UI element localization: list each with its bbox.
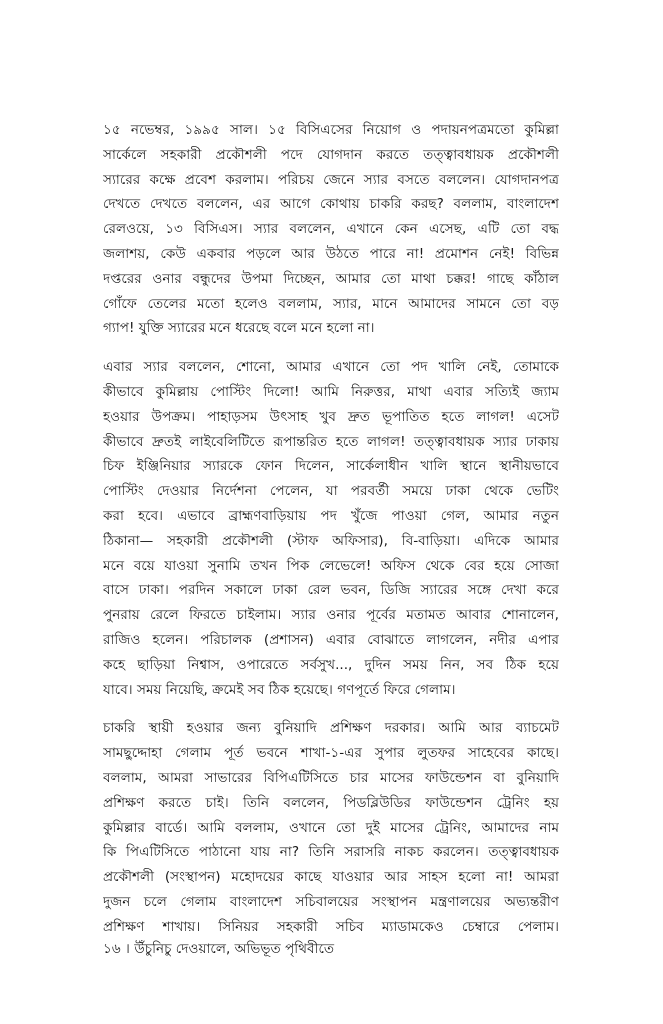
paragraph-line: এবার স্যার বললেন, শোনো, আমার এখানে তো পদ খালি নেই, তোমাকে (103, 359, 559, 376)
paragraph-line: পুনরায় রেলে ফিরতে চাইলাম। স্যার ওনার পূর্বের মতামত আবার শোনালেন, (103, 607, 559, 624)
paragraph-line: কীভাবে কুমিল্লায় পোস্টিং দিলো! আমি নিরুত্তর, মাথা এবার সত্যিই জ্যাম (103, 383, 559, 400)
paragraph-line: স্যারের কক্ষে প্রবেশ করলাম। পরিচয় জেনে স্যার বসতে বললেন। যোগদানপত্র (103, 171, 559, 188)
page-number: ১৬ (103, 941, 121, 957)
paragraph-2 (103, 355, 559, 702)
paragraph-line: গ্যাপ! যুক্তি স্যারের মনে ধরেছে বলে মনে হলো না। (103, 320, 375, 337)
paragraph-line: চাকরি স্থায়ী হওয়ার জন্য বুনিয়াদি প্রশিক্ষণ দরকার। আমি আর ব্যাচমেট (103, 720, 559, 737)
page-footer (103, 939, 559, 959)
paragraph-line: জলাশয়, কেউ একবার পড়লে আর উঠতে পারে না! প্রমোশন নেই! বিভিন্ন (103, 245, 559, 262)
paragraph-line: যাবে। সময় নিয়েছি, ক্রমেই সব ঠিক হয়েছে। গণপূর্তে ফিরে গেলাম। (103, 681, 456, 698)
paragraph-3 (103, 716, 559, 939)
paragraph-line: গোঁফে তেলের মতো হলেও বললাম, স্যার, মানে আমাদের সামনে তো বড় (103, 295, 559, 312)
paragraph-line: প্রকৌশলী (সংস্থাপন) মহোদয়ের কাছে যাওয়ার আর সাহস হলো না! আমরা (103, 869, 559, 886)
paragraph-line: চিফ ইঞ্জিনিয়ার স্যারকে ফোন দিলেন, সার্কেলাধীন খালি স্থানে স্থানীয়ভাবে (103, 458, 559, 475)
paragraph-line: দেখতে দেখতে বললেন, এর আগে কোথায় চাকরি করছ? বললাম, বাংলাদেশ (103, 196, 559, 213)
paragraph-line: সামছুদ্দোহা গেলাম পূর্ত ভবনে শাখা-১-এর সুপার লুতফর সাহেবের কাছে। (103, 745, 559, 762)
paragraph-line: বললাম, আমরা সাভারের বিপিএটিসিতে চার মাসের ফাউন্ডেশন বা বুনিয়াদি (103, 769, 559, 786)
page-body (103, 118, 559, 954)
paragraph-line: দুজন চলে গেলাম বাংলাদেশ সচিবালয়ের সংস্থাপন মন্ত্রণালয়ের অভ্যন্তরীণ (103, 893, 559, 910)
paragraph-line: সার্কেলে সহকারী প্রকৌশলী পদে যোগদান করতে তত্ত্বাবধায়ক প্রকৌশলী (103, 146, 559, 163)
paragraph-line: মনে বয়ে যাওয়া সুনামি তখন পিক লেভেলে! অফিস থেকে বের হয়ে সোজা (103, 557, 559, 574)
paragraph-line: ঠিকানা— সহকারী প্রকৌশলী (স্টাফ অফিসার), বি-বাড়িয়া। এদিকে আমার (103, 532, 559, 549)
paragraph-line: করা হবে। এভাবে ব্রাহ্মণবাড়িয়ায় পদ খুঁজে পাওয়া গেল, আমার নতুন (103, 507, 559, 524)
paragraph-line: হওয়ার উপক্রম। পাহাড়সম উৎসাহ খুব দ্রুত ভূপাতিত হতে লাগল! এসেট (103, 408, 559, 425)
paragraph-line: রাজিও হলেন। পরিচালক (প্রশাসন) এবার বোঝাতে লাগলেন, নদীর এপার (103, 631, 559, 648)
paragraph-line: বাসে ঢাকা। পরদিন সকালে ঢাকা রেল ভবন, ডিজি স্যারের সঙ্গে দেখা করে (103, 582, 559, 599)
paragraph-line: কি পিএটিসিতে পাঠানো যায় না? তিনি সরাসরি নাকচ করলেন। তত্ত্বাবধায়ক (103, 844, 559, 861)
paragraph-1 (103, 118, 559, 341)
paragraph-line: কুমিল্লার বার্ডে। আমি বললাম, ওখানে তো দুই মাসের ট্রেনিং, আমাদের নাম (103, 819, 559, 836)
footer-separator: । (125, 941, 130, 957)
paragraph-line: কহে ছাড়িয়া নিশ্বাস, ওপারেতে সর্বসুখ..., দুদিন সময় নিন, সব ঠিক হয়ে (103, 656, 559, 673)
paragraph-line: ১৫ নভেম্বর, ১৯৯৫ সাল। ১৫ বিসিএসের নিয়োগ ও পদায়নপত্রমতো কুমিল্লা (103, 122, 559, 138)
paragraph-line: দপ্তরের ওনার বন্ধুদের উপমা দিচ্ছেন, আমার তো মাথা চক্কর! গাছে কাঁঠাল (103, 270, 559, 287)
book-title: উঁচুনিচু দেওয়ালে, অভিভূত পৃথিবীতে (134, 941, 335, 957)
paragraph-line: কীভাবে দ্রুতই লাইবেলিটিতে রূপান্তরিত হতে লাগল! তত্ত্বাবধায়ক স্যার ঢাকায় (103, 433, 559, 450)
paragraph-line: প্রশিক্ষণ করতে চাই। তিনি বললেন, পিডব্লিউডির ফাউন্ডেশন ট্রেনিং হয় (103, 794, 559, 811)
paragraph-line: প্রশিক্ষণ শাখায়। সিনিয়র সহকারী সচিব ম্যাডামকেও চেম্বারে পেলাম। (103, 918, 559, 935)
paragraph-line: রেলওয়ে, ১৩ বিসিএস। স্যার বললেন, এখানে কেন এসেছ, এটি তো বদ্ধ (103, 221, 559, 238)
paragraph-line: পোস্টিং দেওয়ার নির্দেশনা পেলেন, যা পরবর্তী সময়ে ঢাকা থেকে ভেটিং (103, 483, 559, 500)
